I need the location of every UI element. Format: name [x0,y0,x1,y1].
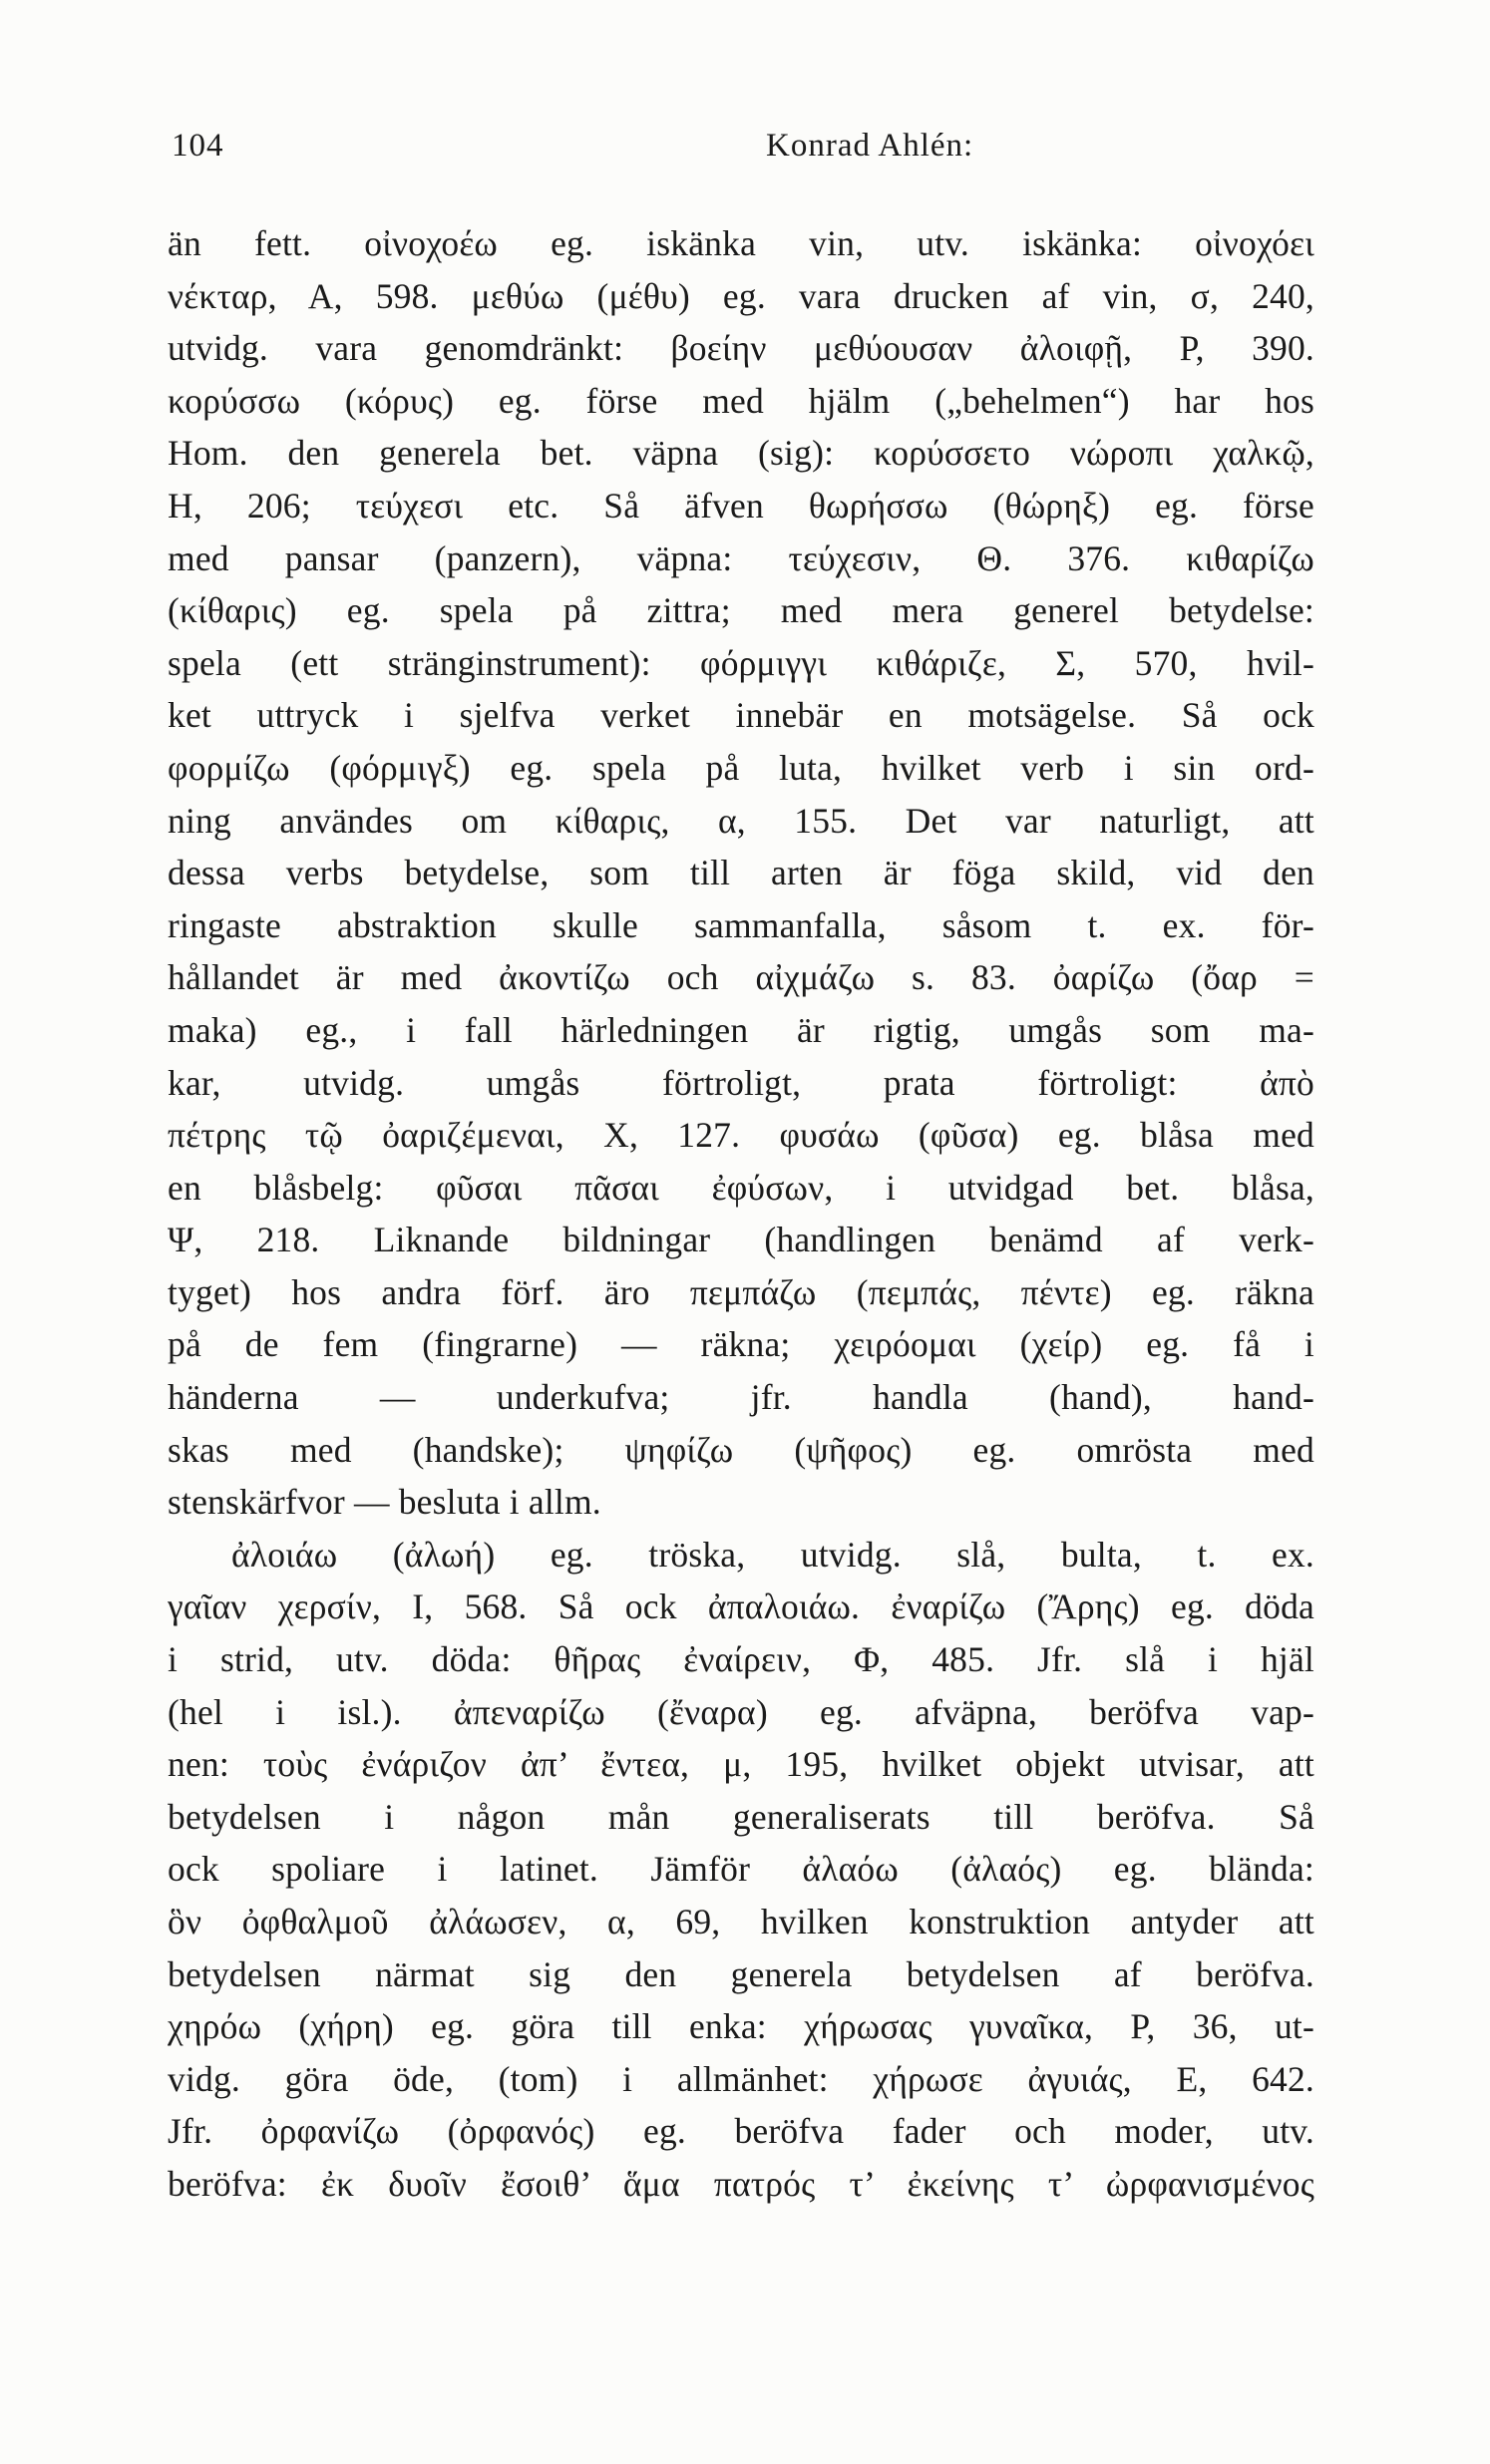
text-line: med pansar (panzern), väpna: τεύχεσιν, Θ. 376. κιθαρίζω [168,537,1314,578]
page-number: 104 [172,128,224,164]
text-line: Jfr. ὀρφανίζω (ὀρφανός) eg. beröfva fader och moder, utv. [168,2111,1314,2152]
text-line: kar, utvidg. umgås förtroligt, prata förtroligt: ἀπὸ [168,1062,1314,1103]
text-line: betydelsen närmat sig den generela betydelsen af beröfva. [168,1953,1314,1994]
text-line: ket uttryck i sjelfva verket innebär en motsägelse. Så ock [168,695,1314,736]
text-line: dessa verbs betydelse, som till arten är föga skild, vid den [168,853,1314,893]
text-line: nen: τοὺς ἐνάριζον ἀπ’ ἔντεα, μ, 195, hvilket objekt utvisar, att [168,1744,1314,1785]
text-line: ning användes om κίθαρις, α, 155. Det var naturligt, att [168,800,1314,841]
text-line: πέτρης τῷ ὀαριζέμεναι, Χ, 127. φυσάω (φῦσα) eg. blåsa med [168,1115,1314,1156]
text-line: spela (ett stränginstrument): φόρμιγγι κιθάριζε, Σ, 570, hvil- [168,642,1314,683]
text-line: (hel i isl.). ἀπεναρίζω (ἔναρα) eg. afväpna, beröfva vap- [168,1691,1314,1732]
text-line: än fett. οἰνοχοέω eg. iskänka vin, utv. iskänka: οἰνοχόει [168,223,1314,263]
text-line: en blåsbelg: φῦσαι πᾶσαι ἐφύσων, i utvidgad bet. blåsa, [168,1167,1314,1208]
text-line: Η, 206; τεύχεσι etc. Så äfven θωρήσσω (θώρηξ) eg. förse [168,485,1314,526]
text-line: ock spoliare i latinet. Jämför ἀλαόω (ἀλαός) eg. blända: [168,1849,1314,1890]
text-line: ὃν ὀφθαλμοῦ ἀλάωσεν, α, 69, hvilken konstruktion antyder att [168,1902,1314,1941]
text-line: νέκταρ, Α, 598. μεθύω (μέθυ) eg. vara drucken af vin, σ, 240, [168,275,1314,316]
text-line: ringaste abstraktion skulle sammanfalla, såsom t. ex. för- [168,904,1314,945]
text-line: hållandet är med ἀκοντίζω och αἰχμάζω s. 83. ὀαρίζω (ὄαρ = [168,957,1314,998]
text-line: skas med (handske); ψηφίζω (ψῆφος) eg. omrösta med [168,1429,1314,1470]
running-head: Konrad Ahlén: [766,128,974,164]
text-line: ἀλοιάω (ἀλωή) eg. tröska, utvidg. slå, bulta, t. ex. [231,1534,1314,1575]
body-text [168,217,1314,2211]
text-line: stenskärfvor — besluta i allm. [168,1482,601,1523]
text-line: på de fem (fingrarne) — räkna; χειρόομαι (χείρ) eg. få i [168,1324,1314,1365]
text-line: Hom. den generela bet. väpna (sig): κορύσσετο νώροπι χαλκῷ, [168,433,1314,474]
text-line: (κίθαρις) eg. spela på zittra; med mera generel betydelse: [168,590,1314,631]
text-line: tyget) hos andra förf. äro πεμπάζω (πεμπάς, πέντε) eg. räkna [168,1271,1314,1312]
text-line: betydelsen i någon mån generaliserats till beröfva. Så [168,1796,1314,1837]
text-line: maka) eg., i fall härledningen är rigtig, umgås som ma- [168,1009,1314,1050]
text-line: γαῖαν χερσίν, Ι, 568. Så ock ἀπαλοιάω. ἐναρίζω (Ἄρης) eg. döda [168,1586,1314,1627]
text-line: vidg. göra öde, (tom) i allmänhet: χήρωσε ἀγυιάς, Ε, 642. [168,2058,1314,2099]
text-line: utvidg. vara genomdränkt: βοείην μεθύουσαν ἀλοιφῇ, Ρ, 390. [168,328,1314,369]
text-line: φορμίζω (φόρμιγξ) eg. spela på luta, hvilket verb i sin ord- [168,747,1314,788]
text-line: χηρόω (χήρη) eg. göra till enka: χήρωσας γυναῖκα, Ρ, 36, ut- [168,2006,1314,2047]
page-header [168,128,1314,177]
text-line: beröfva: ἐκ δυοῖν ἔσοιθ’ ἅμα πατρός τ’ ἐκείνης τ’ ὠρφανισμένος [168,2163,1314,2204]
text-line: i strid, utv. döda: θῆρας ἐναίρειν, Φ, 485. Jfr. slå i hjäl [168,1639,1314,1680]
text-line: Ψ, 218. Liknande bildningar (handlingen benämd af verk- [168,1220,1314,1260]
text-line: händerna — underkufva; jfr. handla (hand), hand- [168,1377,1314,1418]
text-line: κορύσσω (κόρυς) eg. förse med hjälm („behelmen“) har hos [168,380,1314,421]
